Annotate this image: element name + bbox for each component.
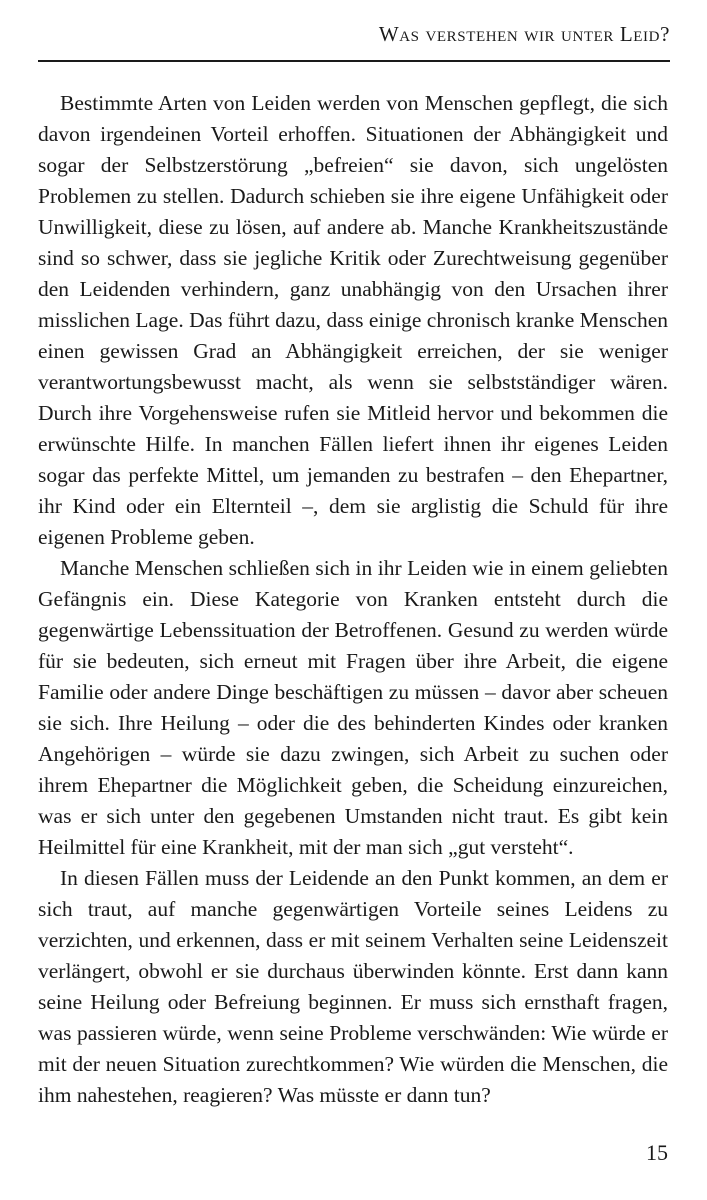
running-head: Was verstehen wir unter Leid? — [378, 22, 670, 46]
paragraph: In diesen Fällen muss der Leidende an den Punkt kommen, an dem er sich traut, auf manche gegenwärtigen Vorteile seines Leidens zu verzichten, und erkennen, dass er mit seinem Verhalten seine Leidenszeit verlängert, obwohl er sie durchaus überwinden könnte. Erst dann kann seine Heilung oder Befreiung beginnen. Er muss sich ernsthaft fragen, was passieren würde, wenn seine Probleme verschwänden: Wie würde er mit der neuen Situation zurechtkommen? Wie würden die Menschen, die ihm nahestehen, reagieren? Was müsste er dann tun? — [38, 866, 668, 1107]
book-page — [38, 0, 670, 1200]
header-rule — [38, 60, 670, 62]
body-text — [38, 88, 668, 1111]
paragraph: Manche Menschen schließen sich in ihr Leiden wie in einem geliebten Gefängnis ein. Diese Kategorie von Kranken entsteht durch die gegenwärtige Lebenssituation der Betroffenen. Gesund zu werden würde für sie bedeuten, sich erneut mit Fragen über ihre Arbeit, die eigene Familie oder andere Dinge beschäftigen zu müssen – davor aber scheuen sie sich. Ihre Heilung – oder die des behinderten Kindes oder kranken Angehörigen – würde sie dazu zwingen, sich Arbeit zu suchen oder ihrem Ehepartner die Möglichkeit geben, die Scheidung einzureichen, was er sich unter den gegebenen Umstanden nicht traut. Es gibt kein Heilmittel für eine Krankheit, mit der man sich „gut versteht“. — [38, 556, 668, 859]
page-number: 15 — [646, 1140, 668, 1165]
paragraph: Bestimmte Arten von Leiden werden von Menschen gepflegt, die sich davon irgendeinen Vorteil erhoffen. Situationen der Abhängigkeit und sogar der Selbstzerstörung „befreien“ sie davon, sich ungelösten Problemen zu stellen. Dadurch schieben sie ihre eigene Unfähigkeit oder Unwilligkeit, diese zu lösen, auf andere ab. Manche Krankheitszustände sind so schwer, dass sie jegliche Kritik oder Zurechtweisung gegenüber den Leidenden verhindern, ganz unabhängig von den Ursachen ihrer misslichen Lage. Das führt dazu, dass einige chronisch kranke Menschen einen gewissen Grad an Abhängigkeit erreichen, der sie weniger verantwortungsbewusst macht, als wenn sie selbstständiger wären. Durch ihre Vorgehensweise rufen sie Mitleid hervor und bekommen die erwünschte Hilfe. In manchen Fällen liefert ihnen ihr eigenes Leiden sogar das perfekte Mittel, um jemanden zu bestrafen – den Ehepartner, ihr Kind oder ein Elternteil –, dem sie arglistig die Schuld für ihre eigenen Probleme geben. — [38, 91, 668, 549]
